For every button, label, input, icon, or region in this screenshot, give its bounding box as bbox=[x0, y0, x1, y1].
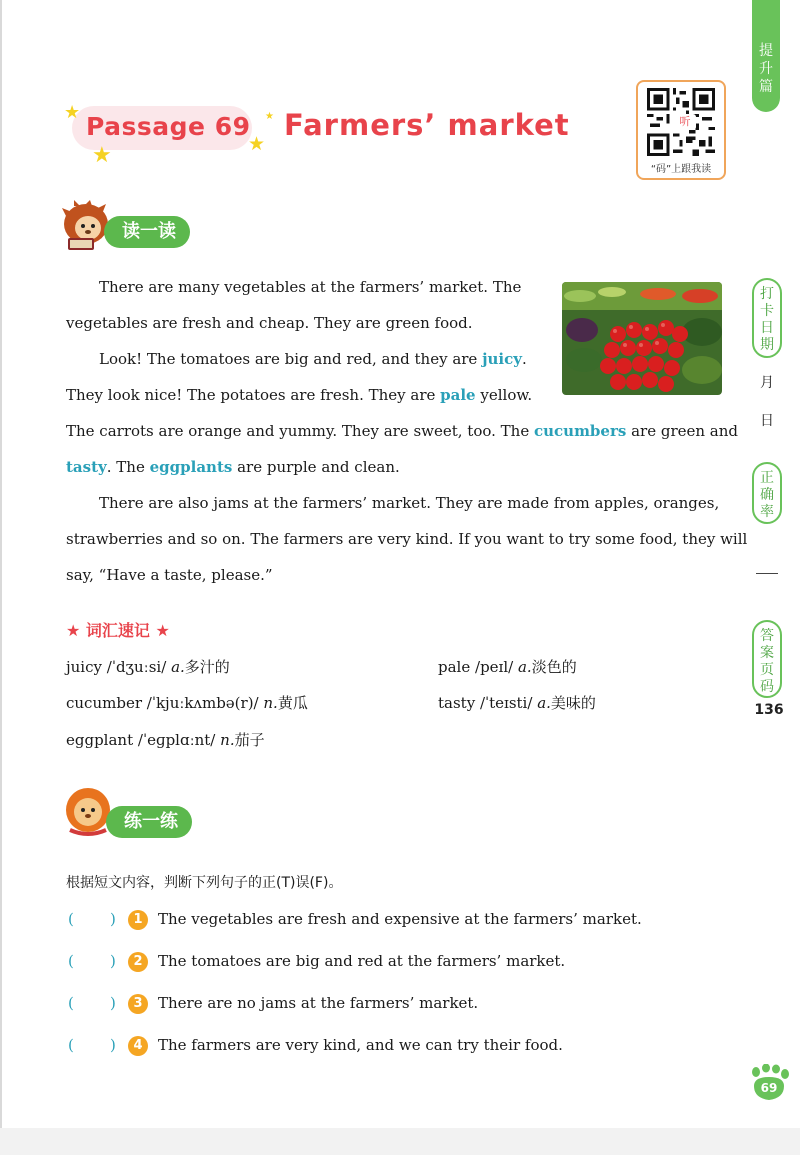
vocab-meaning: 多汁的 bbox=[184, 658, 230, 676]
checkin-date-label: 打卡日期 bbox=[760, 286, 774, 353]
accuracy-blank-line bbox=[756, 573, 778, 574]
paragraph-2-line-3 bbox=[66, 413, 738, 449]
level-tab-label bbox=[752, 42, 780, 96]
hedgehog-mascot-icon bbox=[60, 200, 110, 254]
vocab-word: eggplant bbox=[66, 731, 134, 749]
practice-instruction: 根据短文内容，判断下列句子的正(T)误(F)。 bbox=[66, 875, 343, 891]
vocab-pos: n. bbox=[220, 731, 235, 749]
listen-badge: 听 bbox=[674, 114, 696, 130]
answer-bracket-close: ) bbox=[110, 952, 116, 970]
answer-bracket-open: ( bbox=[68, 952, 74, 970]
star-icon: ★ bbox=[64, 102, 81, 123]
section-badge-practice: 练一练 bbox=[106, 806, 192, 838]
answer-bracket-open: ( bbox=[68, 994, 74, 1012]
vocab-word: juicy bbox=[66, 658, 102, 676]
vocab-meaning: 淡色的 bbox=[531, 658, 577, 676]
vocab-phonetic: /ˈteɪsti/ bbox=[479, 694, 533, 712]
paw-page-number-icon bbox=[748, 1064, 790, 1104]
paragraph-2-line-2 bbox=[66, 377, 532, 413]
exercise-number: 2 bbox=[128, 952, 148, 972]
exercise-text: The tomatoes are big and red at the farmers’ market. bbox=[158, 952, 566, 970]
text-span: Look! The tomatoes are big and red, and they are bbox=[99, 350, 483, 368]
star-icon: ★ bbox=[92, 143, 112, 168]
vocab-item-juicy bbox=[66, 656, 230, 677]
page-bottom-strip bbox=[0, 1128, 800, 1155]
vocab-pos: a. bbox=[171, 658, 185, 676]
section-badge-read: 读一读 bbox=[104, 216, 190, 248]
level-tab-text: 提升篇 bbox=[759, 43, 773, 95]
text-span: yellow. bbox=[475, 386, 533, 404]
answer-bracket-open: ( bbox=[68, 910, 74, 928]
qr-code-card[interactable] bbox=[636, 80, 726, 180]
accuracy-pill bbox=[752, 462, 782, 524]
star-icon: ★ bbox=[248, 133, 266, 155]
answer-bracket-close: ) bbox=[110, 994, 116, 1012]
text-span: . The bbox=[106, 458, 150, 476]
text-span: are purple and clean. bbox=[232, 458, 400, 476]
paragraph-1-line-2: vegetables are fresh and cheap. They are green food. bbox=[66, 314, 473, 332]
answer-bracket-close: ) bbox=[110, 1036, 116, 1054]
month-label: 月 bbox=[760, 375, 774, 391]
vocab-pos: n. bbox=[263, 694, 278, 712]
exercise-item-3 bbox=[66, 992, 686, 1018]
vocab-meaning: 茄子 bbox=[234, 731, 265, 749]
paragraph-3-line-2: strawberries and so on. The farmers are very kind. If you want to try some food, they will bbox=[66, 530, 748, 548]
accuracy-label: 正确率 bbox=[760, 470, 774, 520]
exercise-item-2 bbox=[66, 950, 686, 976]
text-span: . bbox=[521, 350, 527, 368]
highlight-tasty: tasty bbox=[66, 458, 107, 476]
vocab-phonetic: /ˈdʒuːsi/ bbox=[106, 658, 167, 676]
vocab-word: cucumber bbox=[66, 694, 142, 712]
answer-bracket-close: ) bbox=[110, 910, 116, 928]
vocab-phonetic: /peɪl/ bbox=[475, 658, 514, 676]
text-span: The carrots are orange and yummy. They are sweet, too. The bbox=[66, 422, 534, 440]
paragraph-2-line-1 bbox=[99, 341, 527, 377]
highlight-cucumbers: cucumbers bbox=[533, 422, 627, 440]
day-label: 日 bbox=[760, 413, 774, 429]
vocab-item-pale bbox=[438, 656, 577, 677]
exercise-text: The farmers are very kind, and we can try their food. bbox=[158, 1036, 563, 1054]
paragraph-2-line-4 bbox=[66, 449, 400, 485]
exercise-text: There are no jams at the farmers’ market. bbox=[158, 994, 479, 1012]
exercise-number: 3 bbox=[128, 994, 148, 1014]
page-edge bbox=[0, 0, 2, 1130]
vocab-meaning: 美味的 bbox=[550, 694, 596, 712]
passage-title bbox=[62, 100, 582, 168]
answer-bracket-open: ( bbox=[68, 1036, 74, 1054]
exercise-number: 1 bbox=[128, 910, 148, 930]
vocab-item-cucumber bbox=[66, 692, 308, 713]
vocab-word: tasty bbox=[438, 694, 476, 712]
vocab-phonetic: /ˈeɡplɑːnt/ bbox=[137, 731, 216, 749]
highlight-juicy: juicy bbox=[482, 350, 522, 368]
exercise-item-1 bbox=[66, 908, 686, 934]
qr-caption: “码”上跟我读 bbox=[650, 164, 712, 175]
highlight-eggplants: eggplants bbox=[149, 458, 233, 476]
answer-page-label: 答案页码 bbox=[760, 628, 774, 695]
vocab-pos: a. bbox=[537, 694, 551, 712]
exercise-text: The vegetables are fresh and expensive at the farmers’ market. bbox=[158, 910, 642, 928]
page-title: Farmers’ market bbox=[284, 108, 570, 142]
text-span: They look nice! The potatoes are fresh. They are bbox=[66, 386, 441, 404]
paragraph-1-line-1: There are many vegetables at the farmers’ market. The bbox=[99, 278, 522, 296]
star-icon: ★ bbox=[265, 111, 274, 122]
text-span: are green and bbox=[626, 422, 739, 440]
vocab-meaning: 黄瓜 bbox=[277, 694, 308, 712]
vocab-heading: ★ 词汇速记 ★ bbox=[66, 621, 170, 640]
passage-label: Passage 69 bbox=[86, 112, 251, 141]
highlight-pale: pale bbox=[440, 386, 476, 404]
checkin-date-pill bbox=[752, 278, 782, 358]
page-number: 69 bbox=[760, 1081, 778, 1095]
vocab-item-tasty bbox=[438, 692, 596, 713]
lion-mascot-icon bbox=[62, 786, 114, 838]
vocab-pos: a. bbox=[517, 658, 532, 676]
vocab-phonetic: /ˈkjuːkʌmbə(r)/ bbox=[146, 694, 259, 712]
exercise-item-4 bbox=[66, 1034, 686, 1060]
vocab-item-eggplant bbox=[66, 729, 265, 750]
answer-page-number: 136 bbox=[754, 702, 784, 718]
paragraph-3-line-1: There are also jams at the farmers’ market. They are made from apples, oranges, bbox=[99, 494, 720, 512]
exercise-number: 4 bbox=[128, 1036, 148, 1056]
paragraph-3-line-3: say, “Have a taste, please.” bbox=[66, 566, 273, 584]
vegetables-photo bbox=[562, 282, 722, 395]
vocab-word: pale bbox=[438, 658, 471, 676]
answer-page-pill bbox=[752, 620, 782, 698]
